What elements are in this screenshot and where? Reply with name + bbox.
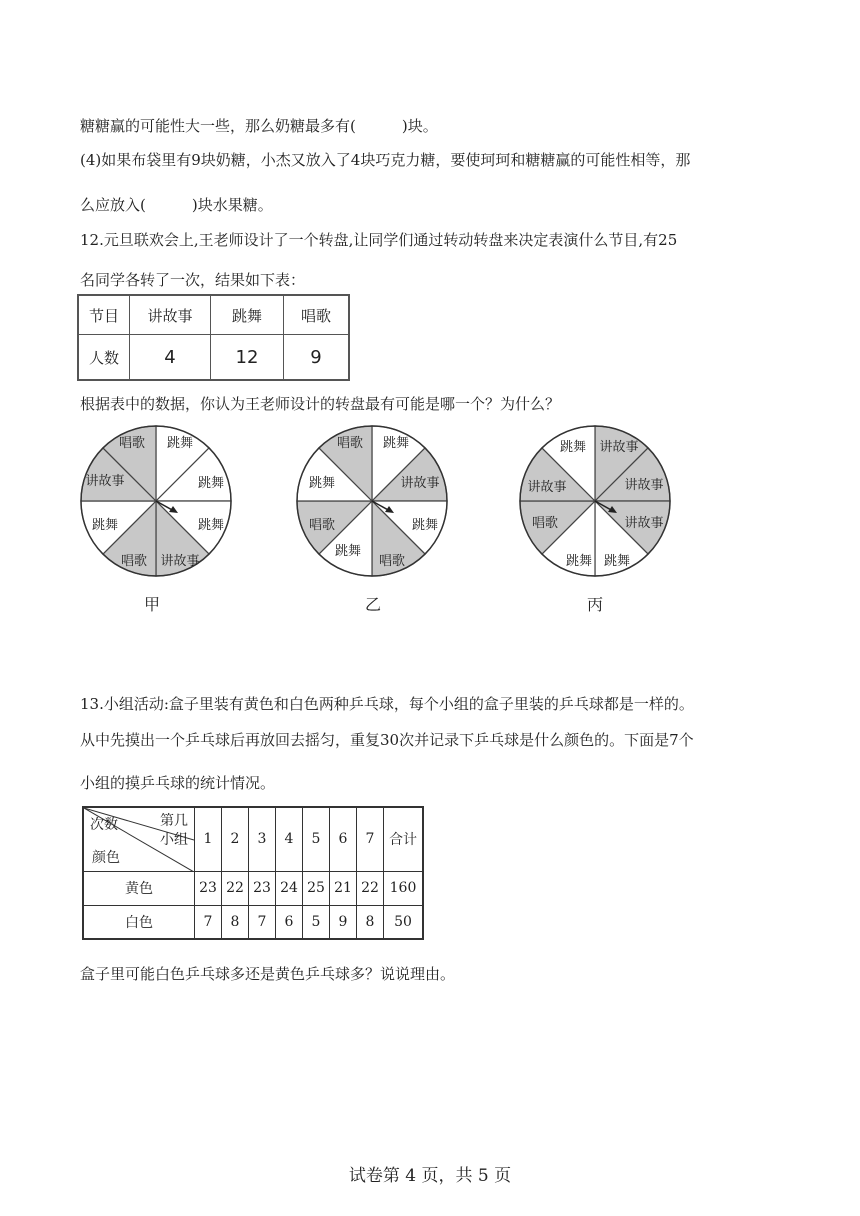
table-cell: 8 bbox=[222, 905, 249, 939]
sector-label: 讲故事 bbox=[527, 480, 567, 495]
table-cell: 9 bbox=[284, 335, 350, 381]
group-header: 7 bbox=[357, 807, 384, 871]
table-cell: 22 bbox=[357, 871, 384, 905]
sector-label: 唱歌 bbox=[118, 436, 146, 451]
table-cell: 6 bbox=[276, 905, 303, 939]
table-cell: 25 bbox=[303, 871, 330, 905]
text-line-2: (4)如果布袋里有9块奶糖，小杰又放入了4块巧克力糖，要使珂珂和糖糖赢的可能性相等，那 bbox=[80, 151, 691, 169]
group-header: 4 bbox=[276, 807, 303, 871]
table-cell: 22 bbox=[222, 871, 249, 905]
table-cell: 23 bbox=[249, 871, 276, 905]
table-cell: 21 bbox=[330, 871, 357, 905]
table-header-cell: 唱歌 bbox=[284, 295, 350, 335]
sector-label: 跳舞 bbox=[197, 518, 225, 533]
table-cell: 5 bbox=[303, 905, 330, 939]
question-13-line-3: 小组的摸乒乓球的统计情况。 bbox=[80, 774, 276, 792]
sector-label: 讲故事 bbox=[624, 478, 664, 493]
sector-label: 讲故事 bbox=[160, 554, 200, 569]
spinner-bing bbox=[517, 423, 673, 579]
sector-label: 跳舞 bbox=[197, 476, 225, 491]
sector-label: 唱歌 bbox=[120, 554, 148, 569]
table-cell: 24 bbox=[276, 871, 303, 905]
statistics-table bbox=[82, 806, 424, 940]
sector-label: 讲故事 bbox=[599, 440, 639, 455]
row-label-white: 白色 bbox=[83, 905, 195, 939]
spinner-yi bbox=[294, 423, 450, 579]
text-line-1 bbox=[80, 116, 438, 136]
group-header: 5 bbox=[303, 807, 330, 871]
question-12-line-1: 12.元旦联欢会上,王老师设计了一个转盘,让同学们通过转动转盘来决定表演什么节目,有25 bbox=[80, 231, 678, 249]
sector-label: 跳舞 bbox=[334, 544, 362, 559]
sector-label: 跳舞 bbox=[308, 476, 336, 491]
spinner-caption: 甲 bbox=[144, 595, 161, 614]
table-cell: 4 bbox=[130, 335, 211, 381]
text-line-3 bbox=[80, 195, 273, 215]
line1-text: 糖糖赢的可能性大一些，那么奶糖最多有( bbox=[80, 117, 356, 135]
line1-tail: )块。 bbox=[401, 117, 438, 135]
sector-label: 唱歌 bbox=[531, 516, 559, 531]
table-header-cell: 节目 bbox=[78, 295, 130, 335]
corner-bottom: 颜色 bbox=[92, 849, 120, 866]
sector-label: 讲故事 bbox=[85, 474, 125, 489]
question-12-line-3: 根据表中的数据，你认为王老师设计的转盘最有可能是哪一个？为什么？ bbox=[80, 395, 561, 413]
corner-header-cell bbox=[83, 807, 195, 871]
sector-label: 跳舞 bbox=[411, 518, 439, 533]
sector-label: 讲故事 bbox=[400, 476, 440, 491]
sector-label: 跳舞 bbox=[559, 440, 587, 455]
table-cell: 12 bbox=[211, 335, 284, 381]
row-label-yellow: 黄色 bbox=[83, 871, 195, 905]
table-cell: 50 bbox=[384, 905, 424, 939]
question-13-line-4: 盒子里可能白色乒乓球多还是黄色乒乓球多？说说理由。 bbox=[80, 965, 456, 983]
table-cell: 8 bbox=[357, 905, 384, 939]
table-cell: 160 bbox=[384, 871, 424, 905]
spinner-caption: 乙 bbox=[365, 595, 382, 614]
line3-text: 么应放入( bbox=[80, 196, 146, 214]
sector-label: 跳舞 bbox=[565, 554, 593, 569]
sector-label: 唱歌 bbox=[378, 554, 406, 569]
sector-label: 跳舞 bbox=[382, 436, 410, 451]
page-footer: 试卷第 4 页，共 5 页 bbox=[348, 1166, 512, 1186]
sector-label: 唱歌 bbox=[336, 436, 364, 451]
sector-label: 唱歌 bbox=[308, 518, 336, 533]
question-13-line-2: 从中先摸出一个乒乓球后再放回去摇匀，重复30次并记录下乒乓球是什么颜色的。下面是7个 bbox=[80, 731, 694, 749]
question-13-line-1: 13.小组活动:盒子里装有黄色和白色两种乒乓球，每个小组的盒子里装的乒乓球都是一样的。 bbox=[80, 695, 694, 713]
line3-tail: )块水果糖。 bbox=[191, 196, 273, 214]
group-header: 6 bbox=[330, 807, 357, 871]
spinner-caption: 丙 bbox=[587, 595, 604, 614]
table-cell: 人数 bbox=[78, 335, 130, 381]
group-header: 3 bbox=[249, 807, 276, 871]
group-header: 合计 bbox=[384, 807, 424, 871]
table-header-cell: 跳舞 bbox=[211, 295, 284, 335]
sector-label: 跳舞 bbox=[166, 436, 194, 451]
sector-label: 讲故事 bbox=[624, 516, 664, 531]
table-cell: 9 bbox=[330, 905, 357, 939]
results-table bbox=[77, 294, 350, 381]
corner-top2: 小组 bbox=[160, 832, 188, 848]
table-cell: 7 bbox=[249, 905, 276, 939]
corner-top: 第几 bbox=[160, 813, 188, 829]
table-header-cell: 讲故事 bbox=[130, 295, 211, 335]
question-12-line-2: 名同学各转了一次，结果如下表： bbox=[80, 271, 306, 289]
group-header: 1 bbox=[195, 807, 222, 871]
corner-left: 次数 bbox=[90, 817, 118, 833]
table-cell: 7 bbox=[195, 905, 222, 939]
sector-label: 跳舞 bbox=[603, 554, 631, 569]
group-header: 2 bbox=[222, 807, 249, 871]
sector-label: 跳舞 bbox=[91, 518, 119, 533]
table-cell: 23 bbox=[195, 871, 222, 905]
spinner-jia bbox=[78, 423, 234, 579]
